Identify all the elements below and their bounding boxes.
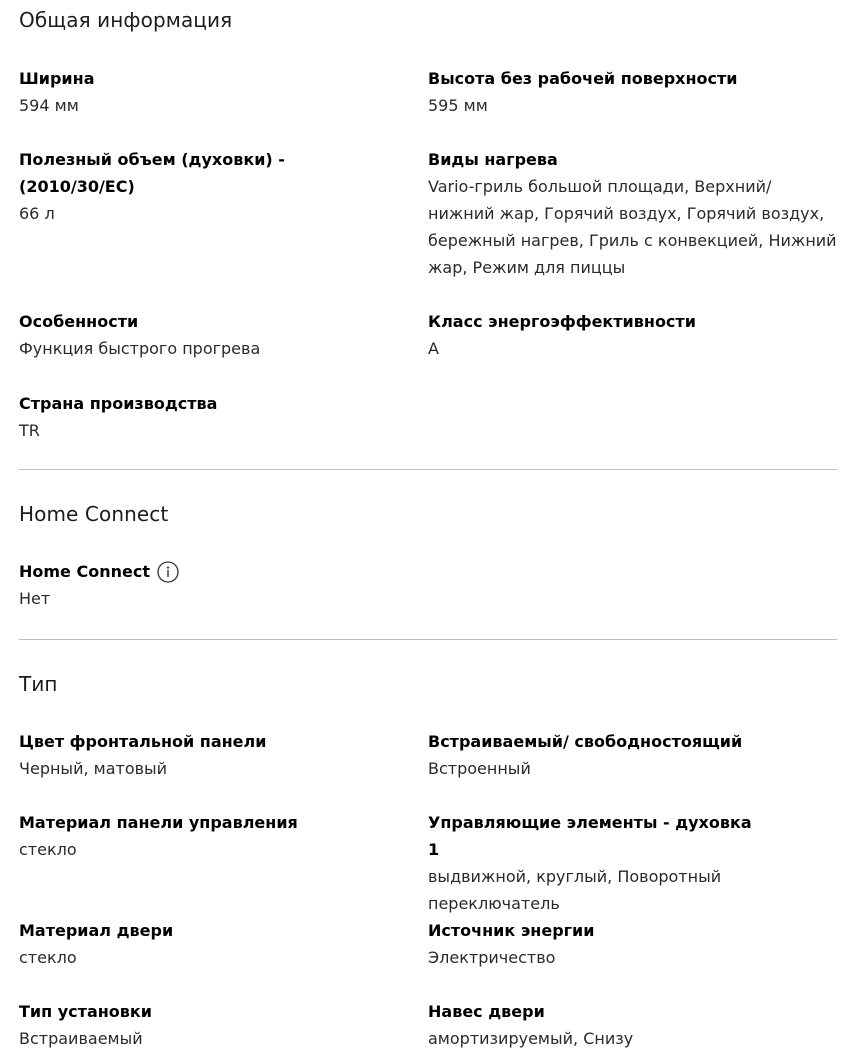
spec-value: 66 л (19, 204, 55, 223)
spec-label: Высота без рабочей поверхности (428, 69, 738, 88)
spec-item (19, 308, 419, 362)
spec-item (19, 998, 419, 1052)
spec-value: Нет (19, 589, 51, 608)
spec-label: Страна производства (19, 394, 218, 413)
spec-label: Home Connect (19, 562, 150, 581)
spec-label: Навес двери (428, 1002, 545, 1021)
spec-label: Тип установки (19, 1002, 152, 1021)
spec-value: Черный, матовый (19, 759, 168, 778)
spec-label: Особенности (19, 312, 139, 331)
section-type (19, 670, 837, 698)
spec-item (19, 390, 419, 444)
spec-label: Материал панели управления (19, 813, 298, 832)
spec-value: Vario-гриль большой площади, Верхний/ нижний жар, Горячий воздух, Горячий воздух, бережный нагрев, Гриль с конвекцией, Нижний жар, Режим для пиццы (428, 177, 837, 277)
spec-item (19, 65, 419, 119)
spec-item (428, 917, 837, 971)
spec-label: Виды нагрева (428, 150, 558, 169)
spec-item (19, 558, 419, 612)
spec-item (428, 809, 768, 917)
section-divider (19, 469, 837, 470)
spec-label: Цвет фронтальной панели (19, 732, 267, 751)
spec-label: Класс энергоэффективности (428, 312, 696, 331)
spec-item (428, 728, 837, 782)
spec-item (19, 146, 319, 227)
spec-item (19, 809, 419, 863)
info-icon[interactable] (157, 561, 179, 583)
spec-value: Функция быстрого прогрева (19, 339, 261, 358)
spec-label: Источник энергии (428, 921, 595, 940)
spec-value: Встроенный (428, 759, 531, 778)
spec-item (19, 917, 419, 971)
section-general (19, 6, 837, 34)
spec-label: Полезный объем (духовки) - (2010/30/EC) (19, 150, 285, 196)
spec-value: 594 мм (19, 96, 79, 115)
spec-item (19, 728, 419, 782)
spec-label: Ширина (19, 69, 95, 88)
section-divider (19, 639, 837, 640)
spec-value: 595 мм (428, 96, 488, 115)
section-title: Общая информация (19, 8, 233, 32)
spec-value: TR (19, 421, 40, 440)
spec-label: Управляющие элементы - духовка 1 (428, 813, 752, 859)
spec-value: стекло (19, 840, 77, 859)
spec-value: Электричество (428, 948, 556, 967)
spec-label: Встраиваемый/ свободностоящий (428, 732, 743, 751)
spec-label: Материал двери (19, 921, 174, 940)
section-title: Тип (19, 672, 58, 696)
spec-label-row (19, 558, 419, 585)
spec-item (428, 308, 837, 362)
spec-item (428, 146, 837, 281)
spec-value: выдвижной, круглый, Поворотный переключатель (428, 867, 722, 913)
spec-value: стекло (19, 948, 77, 967)
section-title: Home Connect (19, 502, 169, 526)
spec-value: амортизируемый, Снизу (428, 1029, 634, 1048)
spec-item (428, 65, 837, 119)
spec-value: Встраиваемый (19, 1029, 143, 1048)
spec-item (428, 998, 837, 1052)
spec-value: A (428, 339, 439, 358)
section-home-connect (19, 500, 837, 528)
